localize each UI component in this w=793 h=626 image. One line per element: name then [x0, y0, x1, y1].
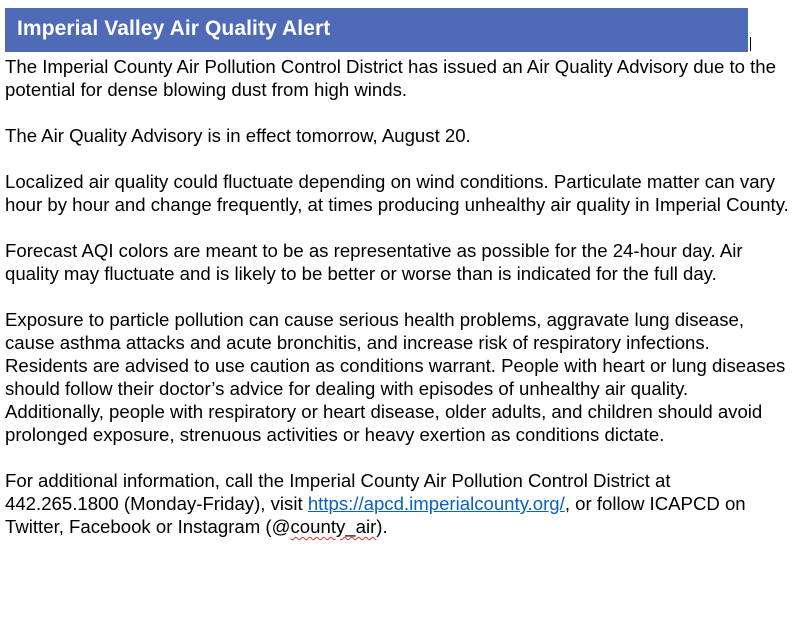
contact-text: For additional information, call the Imperial County Air Pollution Control District at 442.265.1800 (Monday-Friday), visit: [5, 470, 671, 514]
apcd-website-link[interactable]: https://apcd.imperialcounty.org/: [307, 493, 565, 514]
contact-text-after-link: , or follow ICAPCD on Twitter, Facebook or Instagram (@: [5, 493, 746, 537]
forecast-paragraph: Forecast AQI colors are meant to be as representative as possible for the 24-hour day. Air quality may fluctuate and is likely to be better or worse than is indicated for the full day.: [5, 240, 743, 284]
text-cursor: [750, 37, 751, 51]
alert-header-bar: [5, 8, 748, 52]
social-handle: county_air: [290, 516, 377, 537]
contact-paragraph: [5, 469, 789, 538]
conditions-paragraph: Localized air quality could fluctuate depending on wind conditions. Particulate matter can vary hour by hour and change frequently, at times producing unhealthy air quality in Imperial County.: [5, 171, 789, 215]
document-body: [5, 55, 789, 538]
advisory-issued-paragraph: The Imperial County Air Pollution Control District has issued an Air Quality Advisory due to the potential for dense blowing dust from high winds.: [5, 56, 776, 100]
contact-closing: ).: [376, 516, 388, 537]
health-advice-paragraph: Exposure to particle pollution can cause serious health problems, aggravate lung disease, cause asthma attacks and acute bronchitis, and increase risk of respiratory infections. Residents are advised to use caution as conditions warrant. People with heart or lung diseases should follow their doctor’s advice for dealing with episodes of unhealthy air quality. Additionally, people with respiratory or heart disease, older adults, and children should avoid prolonged exposure, strenuous activities or heavy exertion as conditions dictate.: [5, 309, 786, 445]
effective-date-paragraph: The Air Quality Advisory is in effect tomorrow, August 20.: [5, 125, 471, 146]
alert-title: Imperial Valley Air Quality Alert: [17, 17, 331, 40]
